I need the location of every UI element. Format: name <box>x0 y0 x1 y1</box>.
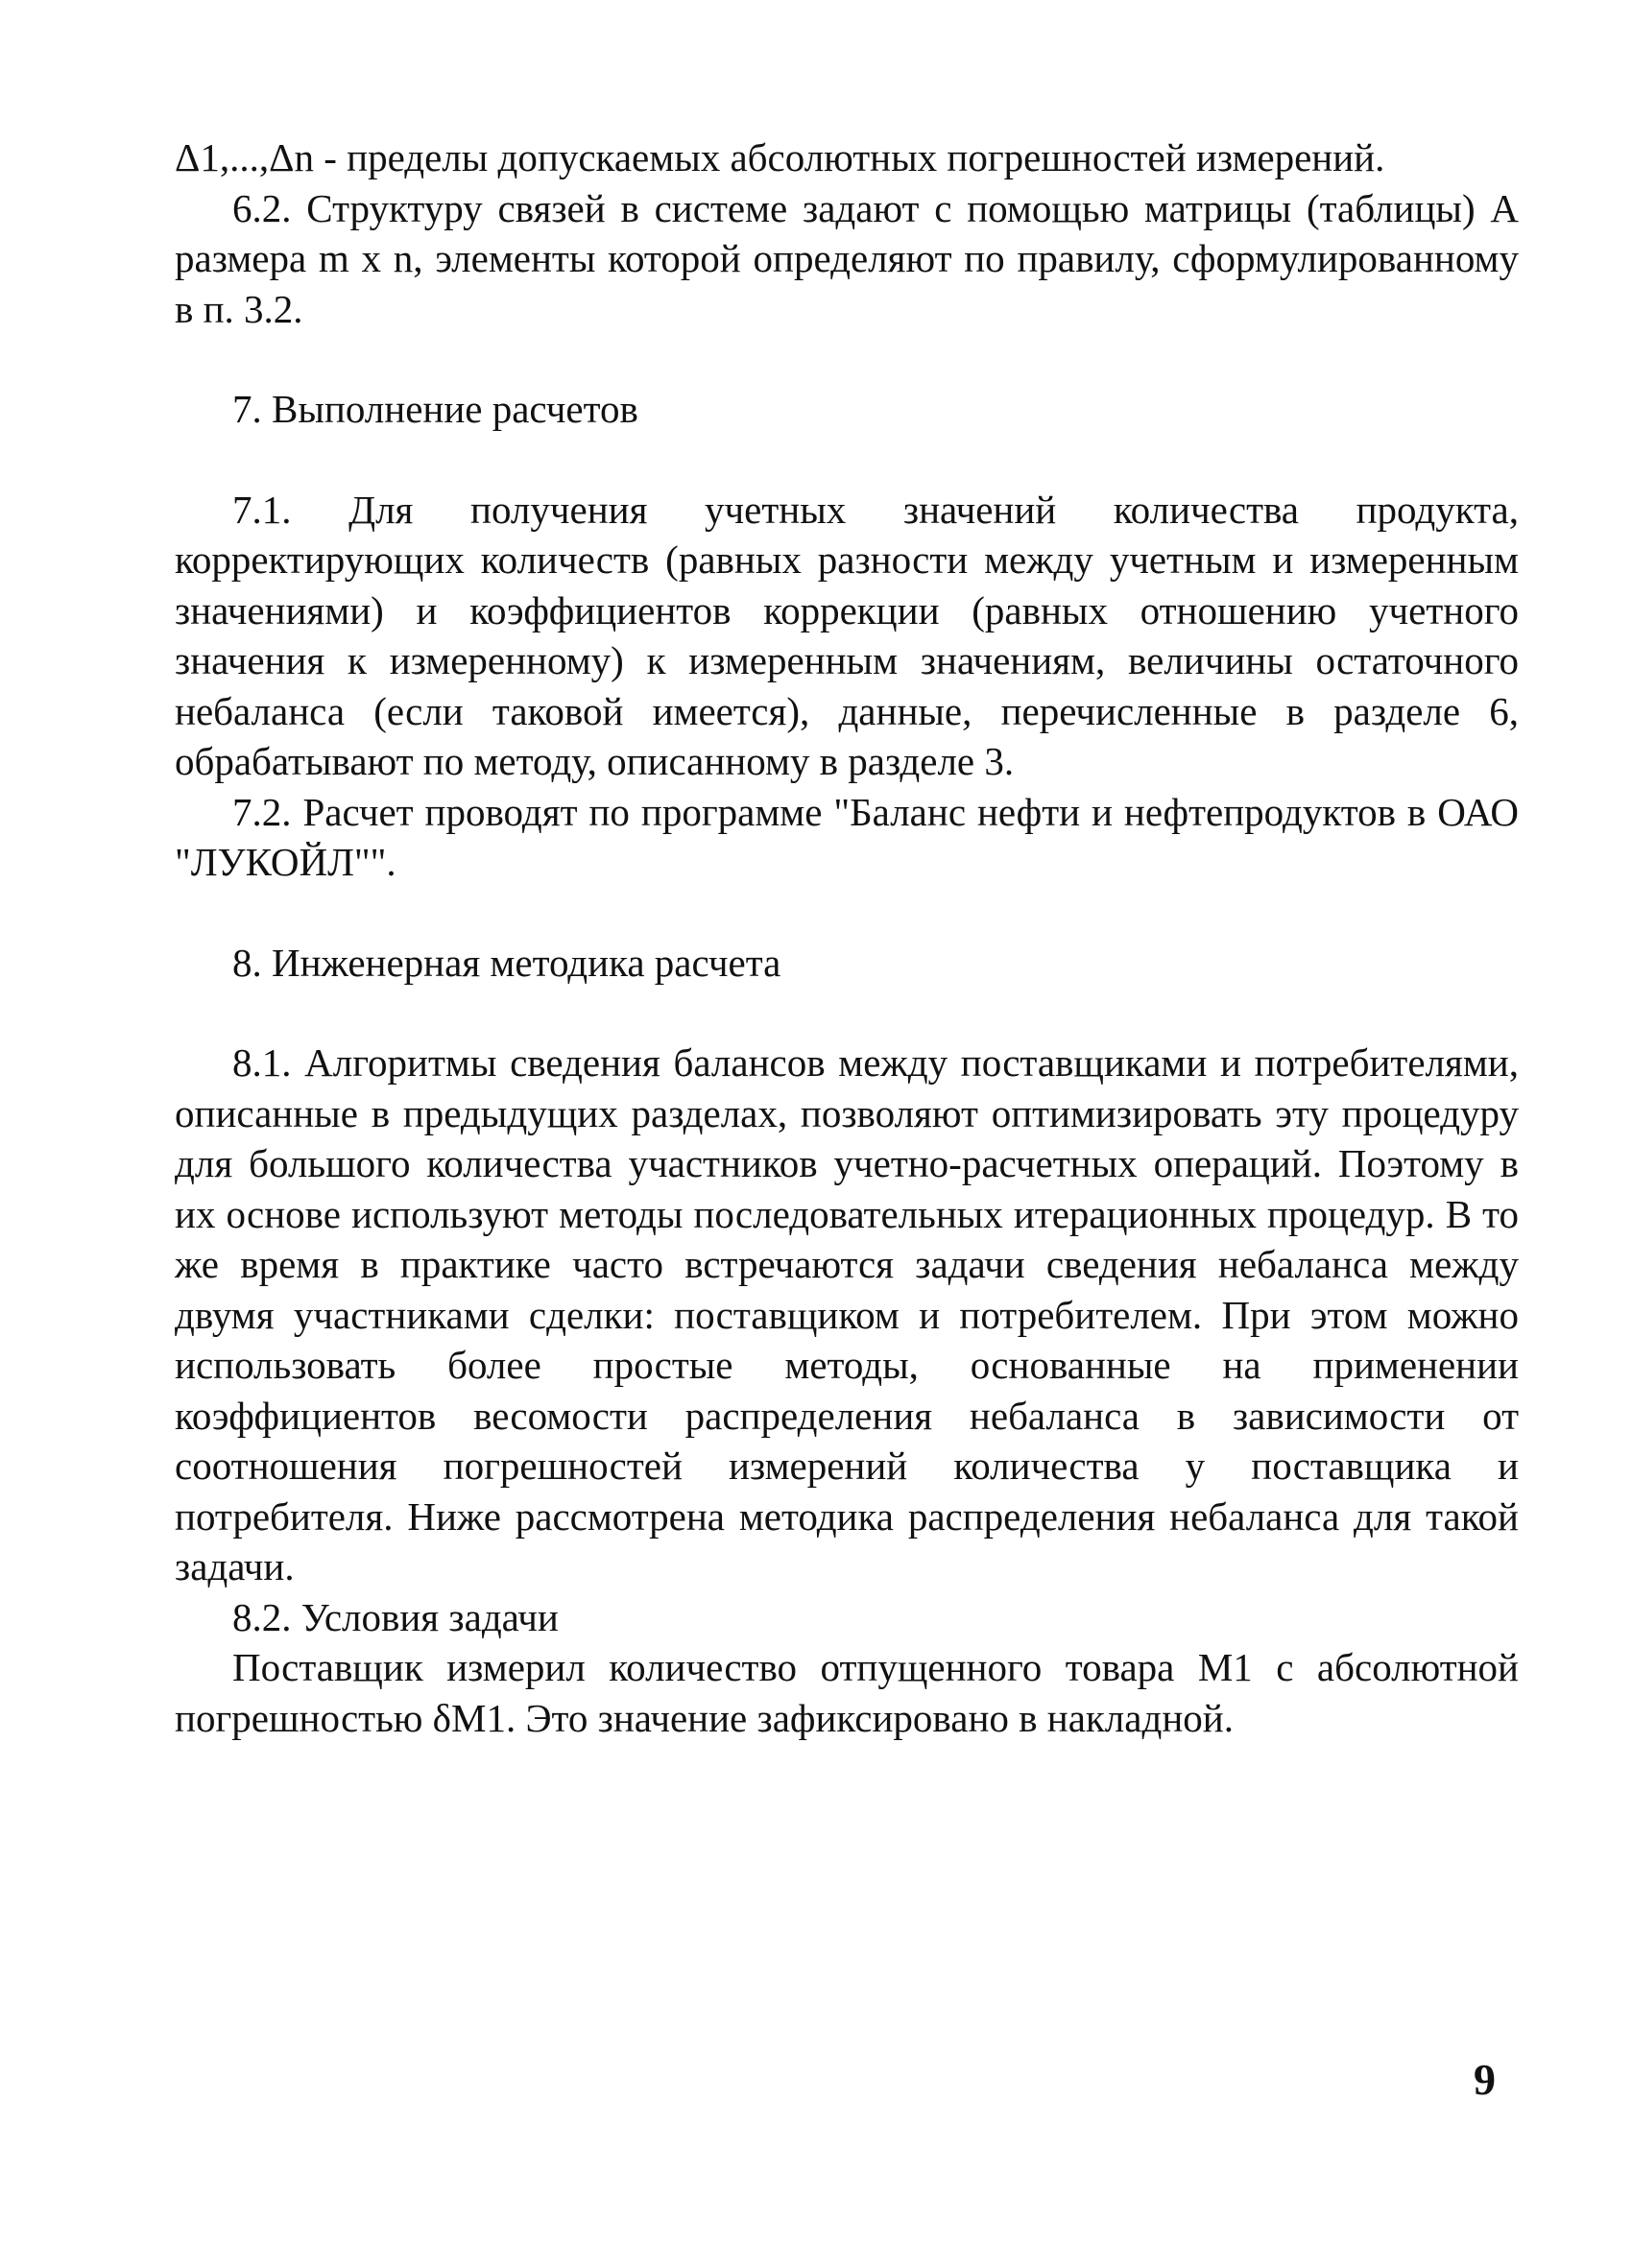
subsection-heading-8-2: 8.2. Условия задачи <box>232 1594 559 1639</box>
paragraph-7-1: 7.1. Для получения учетных значений количества продукта, корректирующих количеств (равных разности между учетным и измеренным значениями) и коэффициентов коррекции (равных отношению учетного значения к измеренному) к измеренным значениям, величины остаточного небаланса (если таковой имеется), данные, перечисленные в разделе 6, обрабатывают по методу, описанному в разделе 3. <box>175 487 1519 783</box>
page-number: 9 <box>1474 2055 1496 2104</box>
paragraph-delta-definition: Δ1,...,Δn - пределы допускаемых абсолютных погрешностей измерений. <box>175 135 1385 179</box>
spacer <box>175 435 1519 485</box>
spacer <box>175 988 1519 1038</box>
paragraph-6-2: 6.2. Структуру связей в системе задают с помощью матрицы (таблицы) А размера m x n, элементы которой определяют по правилу, сформулированному в п. 3.2. <box>175 185 1519 331</box>
spacer <box>175 888 1519 938</box>
paragraph-8-1: 8.1. Алгоритмы сведения балансов между поставщиками и потребителями, описанные в предыдущих разделах, позволяют оптимизировать эту процедуру для большого количества участников учетно-расчетных операций. Поэтому в их основе используют методы последовательных итерационных процедур. В то же время в практике часто встречаются задачи сведения небаланса между двумя участниками сделки: поставщиком и потребителем. При этом можно использовать более простые методы, основанные на применении коэффициентов весомости распределения небаланса в зависимости от соотношения погрешностей измерений количества у поставщика и потребителя. Ниже рассмотрена методика распределения небаланса для такой задачи. <box>175 1040 1519 1588</box>
spacer <box>175 334 1519 384</box>
section-heading-7: 7. Выполнение расчетов <box>232 387 638 431</box>
paragraph-7-2: 7.2. Расчет проводят по программе "Баланс нефти и нефтепродуктов в ОАО "ЛУКОЙЛ"". <box>175 789 1519 884</box>
paragraph-8-2-text: Поставщик измерил количество отпущенного товара M1 с абсолютной погрешностью δM1. Это значение зафиксировано в накладной. <box>175 1645 1519 1740</box>
section-heading-8: 8. Инженерная методика расчета <box>232 940 781 985</box>
document-page <box>175 132 1519 1743</box>
